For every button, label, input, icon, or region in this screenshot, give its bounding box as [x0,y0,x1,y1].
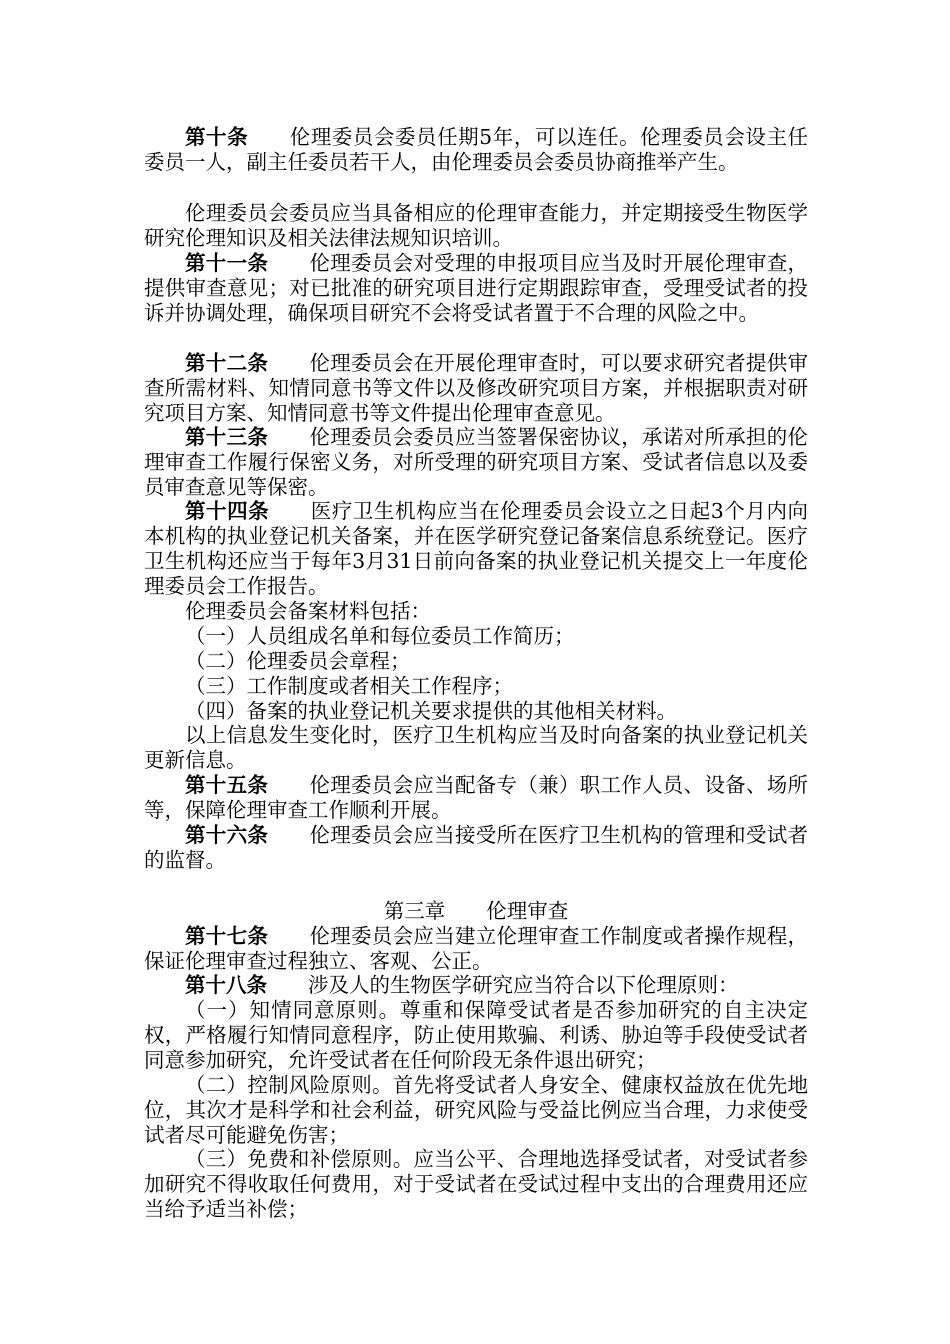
list-item [144,649,808,674]
article-10 [144,125,808,175]
list-item [144,1073,808,1148]
article-13 [144,425,808,500]
article-number: 第十四条 [185,499,270,523]
list-item-text: （三）工作制度或者相关工作程序； [185,674,513,698]
article-text: 涉及人的生物医学研究应当符合以下伦理原则： [308,973,739,997]
article-15 [144,773,808,823]
list-item-text: （一）人员组成名单和每位委员工作简历； [185,624,575,648]
paragraph [144,201,808,251]
article-11 [144,251,808,326]
article-number: 第十条 [185,125,249,149]
article-number: 第十六条 [185,823,269,847]
list-item-text: （四）备案的执业登记机关要求提供的其他相关材料。 [185,699,677,723]
article-text: 伦理委员会对受理的申报项目应当及时开展伦理审查，提供审查意见；对已批准的研究项目进行定期跟踪审查，受理受试者的投诉并协调处理，确保项目研究不会将受试者置于不合理的风险之中。 [144,251,809,325]
article-text: 伦理委员会应当建立伦理审查工作制度或者操作规程，保证伦理审查过程独立、客观、公正。 [144,924,809,973]
article-text: 伦理委员会在开展伦理审查时，可以要求研究者提供审查所需材料、知情同意书等文件以及修改研究项目方案，并根据职责对研究项目方案、知情同意书等文件提出伦理审查意见。 [144,351,809,425]
chapter-title: 伦理审查 [486,899,569,923]
article-12 [144,351,808,426]
list-item-text: （二）伦理委员会章程； [185,649,411,673]
list-item [144,699,808,724]
article-number: 第十二条 [185,351,269,375]
article-17 [144,924,808,974]
list-item-text: （三）免费和补偿原则。应当公平、合理地选择受试者，对受试者参加研究不得收取任何费用，对于受试者在受试过程中支出的合理费用还应当给予适当补偿； [144,1147,808,1221]
paragraph [144,723,808,773]
list-item-text: （二）控制风险原则。首先将受试者人身安全、健康权益放在优先地位，其次才是科学和社会利益，研究风险与受益比例应当合理，力求使受试者尽可能避免伤害； [144,1073,808,1147]
paragraph-text: 以上信息发生变化时，医疗卫生机构应当及时向备案的执业登记机关更新信息。 [144,723,808,772]
article-number: 第十五条 [185,773,269,797]
article-14 [144,499,808,599]
paragraph-text: 伦理委员会备案材料包括： [185,599,431,623]
article-number: 第十一条 [185,251,269,275]
list-item [144,624,808,649]
paragraph [144,599,808,624]
list-item [144,1147,808,1222]
article-text: 伦理委员会应当配备专（兼）职工作人员、设备、场所等，保障伦理审查工作顺利开展。 [144,773,809,822]
chapter-number: 第三章 [383,899,446,923]
article-18 [144,973,808,998]
list-item [144,674,808,699]
paragraph-text: 伦理委员会委员应当具备相应的伦理审查能力，并定期接受生物医学研究伦理知识及相关法律法规知识培训。 [144,201,808,250]
article-text: 伦理委员会委员应当签署保密协议，承诺对所承担的伦理审查工作履行保密义务，对所受理的研究项目方案、受试者信息以及委员审查意见等保密。 [144,425,809,499]
list-item [144,998,808,1073]
chapter-heading [144,899,808,924]
article-text: 伦理委员会委员任期5年，可以连任。伦理委员会设主任委员一人，副主任委员若干人，由伦理委员会委员协商推举产生。 [144,125,808,174]
article-number: 第十三条 [185,425,269,449]
article-16 [144,823,808,873]
list-item-text: （一）知情同意原则。尊重和保障受试者是否参加研究的自主决定权，严格履行知情同意程序，防止使用欺骗、利诱、胁迫等手段使受试者同意参加研究，允许受试者在任何阶段无条件退出研究； [144,998,808,1072]
article-text: 伦理委员会应当接受所在医疗卫生机构的管理和受试者的监督。 [144,823,809,872]
article-text: 医疗卫生机构应当在伦理委员会设立之日起3个月内向本机构的执业登记机关备案，并在医学研究登记备案信息系统登记。医疗卫生机构还应当于每年3月31日前向备案的执业登记机关提交上一年度伦理委员会工作报告。 [144,499,809,598]
article-number: 第十七条 [185,924,269,948]
article-number: 第十八条 [185,973,267,997]
